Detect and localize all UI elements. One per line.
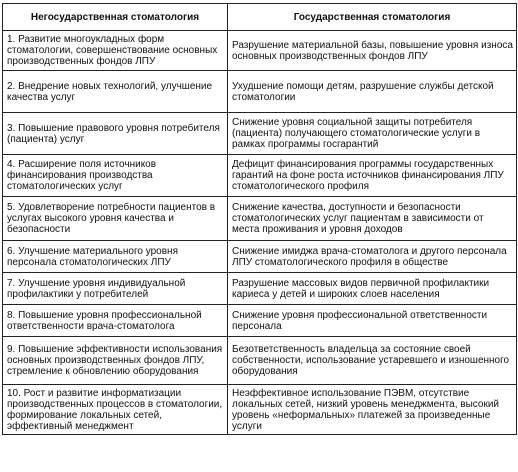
state-cell: Снижение уровня социальной защиты потребителя (пациента) получающего стоматологические услуги в рамках программы госгарантий xyxy=(228,113,517,155)
non-state-cell: 6. Улучшение материального уровня персонала стоматологических ЛПУ xyxy=(3,241,228,273)
non-state-cell: 9. Повышение эффективности использования основных производственных фондов ЛПУ, стремление к обновлению оборудования xyxy=(3,337,228,385)
table-row xyxy=(3,71,517,113)
table-row xyxy=(3,241,517,273)
non-state-cell: 7. Улучшение уровня индивидуальной профилактики у потребителей xyxy=(3,273,228,305)
state-cell: Разрушение массовых видов первичной профилактики кариеса у детей и широких слоев населения xyxy=(228,273,517,305)
state-cell: Дефицит финансирования программы государственных гарантий на фоне роста источников финансирования ЛПУ стоматологического профиля xyxy=(228,155,517,197)
state-cell: Неэффективное использование ПЭВМ, отсутствие локальных сетей, низкий уровень менеджмента, высокий уровень «неформальных» платежей за произведенные услуги xyxy=(228,385,517,435)
state-cell: Снижение имиджа врача-стоматолога и другого персонала ЛПУ стоматологического профиля в обществе xyxy=(228,241,517,273)
state-cell: Снижение качества, доступности и безопасности стоматологических услуг пациентам в зависимости от места проживания и уровня доходов xyxy=(228,197,517,241)
table-row xyxy=(3,155,517,197)
non-state-cell: 10. Рост и развитие информатизации производственных процессов в стоматологии, формирование локальных сетей, эффективный менеджмент xyxy=(3,385,228,435)
table-row xyxy=(3,273,517,305)
header-non-state-dentistry: Негосударственная стоматология xyxy=(3,4,228,31)
state-cell: Ухудшение помощи детям, разрушение службы детской стоматологии xyxy=(228,71,517,113)
table-row xyxy=(3,385,517,435)
table-row xyxy=(3,197,517,241)
header-state-dentistry: Государственная стоматология xyxy=(228,4,517,31)
table-row xyxy=(3,305,517,337)
non-state-cell: 5. Удовлетворение потребности пациентов в услугах высокого уровня качества и безопасности xyxy=(3,197,228,241)
table-header-row xyxy=(3,4,517,31)
non-state-cell: 1. Развитие многоукладных форм стоматологии, совершенствование основных производственных фондов ЛПУ xyxy=(3,31,228,71)
comparison-table-container xyxy=(2,3,516,435)
table-row xyxy=(3,31,517,71)
non-state-cell: 8. Повышение уровня профессиональной ответственности врача-стоматолога xyxy=(3,305,228,337)
state-cell: Разрушение материальной базы, повышение уровня износа основных производственных фондов ЛПУ xyxy=(228,31,517,71)
comparison-table xyxy=(2,3,517,435)
state-cell: Безответственность владельца за состояние своей собственности, использование устаревшего и изношенного оборудования xyxy=(228,337,517,385)
non-state-cell: 2. Внедрение новых технологий, улучшение качества услуг xyxy=(3,71,228,113)
table-row xyxy=(3,337,517,385)
non-state-cell: 4. Расширение поля источников финансирования производства стоматологических услуг xyxy=(3,155,228,197)
table-row xyxy=(3,113,517,155)
non-state-cell: 3. Повышение правового уровня потребителя (пациента) услуг xyxy=(3,113,228,155)
state-cell: Снижение уровня профессиональной ответственности персонала xyxy=(228,305,517,337)
